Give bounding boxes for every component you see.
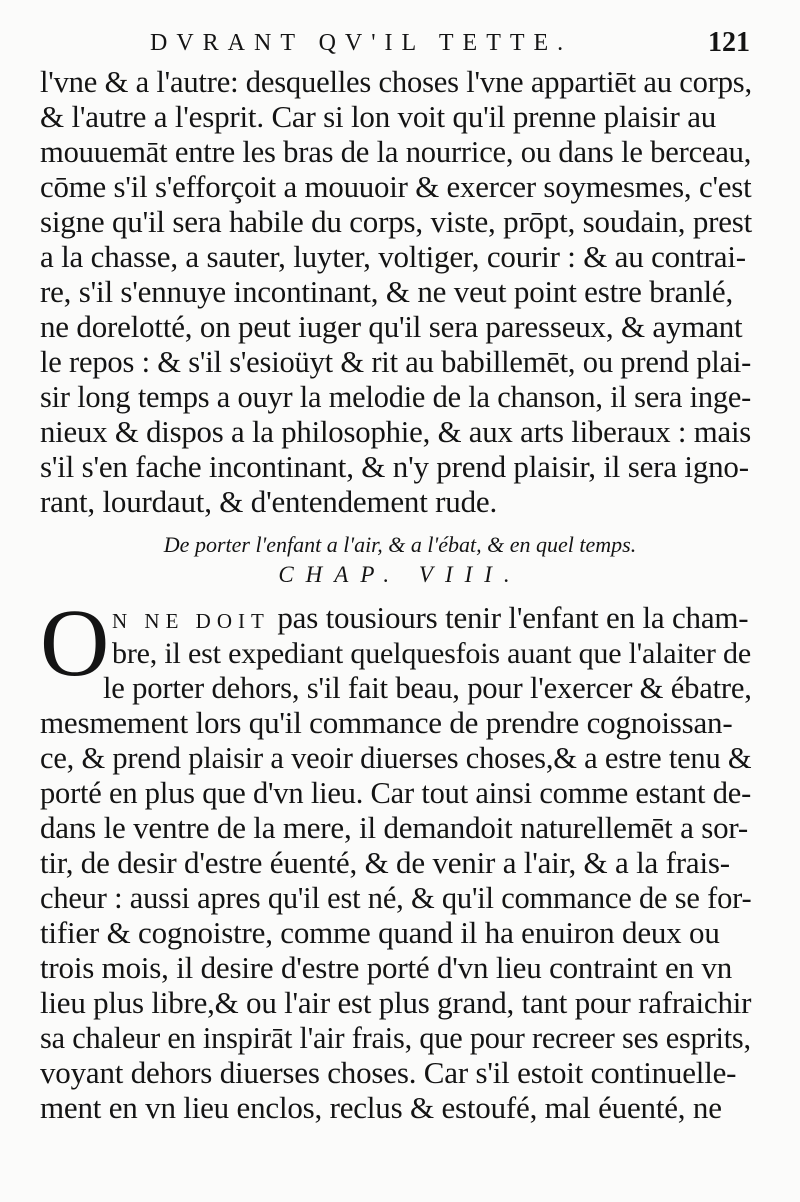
text-line: mesmement lors qu'il commance de prendre cognoissan- (40, 705, 733, 740)
text-line: signe qu'il sera habile du corps, viste, prōpt, soudain, prest (40, 204, 753, 239)
drop-cap: O (40, 589, 110, 696)
text-line: nieux & dispos a la philosophie, & aux arts liberaux : mais (40, 415, 752, 449)
text-line: trois mois, il desire d'estre porté d'vn lieu contraint en vn (40, 950, 733, 985)
first-line-rest: pas tousiours tenir l'enfant en la cham- (277, 600, 749, 635)
text-line: porté en plus que d'vn lieu. Car tout ainsi comme estant de- (40, 776, 752, 810)
text-line: sir long temps a ouyr la melodie de la chanson, il sera inge- (40, 380, 752, 414)
text-line: cheur : aussi apres qu'il est né, & qu'il commance de se for- (40, 881, 752, 915)
chapter-number: CHAP. VIII. (278, 562, 522, 587)
text-line: s'il s'en fache incontinant, & n'y prend plaisir, il sera igno- (40, 449, 749, 484)
running-head-title: DVRANT QV'IL TETTE. (150, 30, 573, 56)
text-line: tifier & cognoistre, comme quand il ha enuiron deux ou (40, 915, 720, 950)
page-number: 121 (708, 27, 750, 58)
text-line: ce, & prend plaisir a veoir diuerses choses,& a estre tenu & (40, 741, 752, 775)
text-line: dans le ventre de la mere, il demandoit naturellemēt a sor- (40, 810, 749, 845)
opening-words: N NE DOIT (112, 609, 270, 633)
running-head (150, 26, 750, 60)
text-line: ment en vn lieu enclos, reclus & estoufé, mal éuenté, ne (40, 1090, 722, 1125)
text-line: ne dorelotté, on peut iuger qu'il sera paresseux, & aymant (40, 309, 743, 344)
chapter-title: De porter l'enfant a l'air, & a l'ébat, & en quel temps. (163, 532, 637, 557)
text-line: tir, de desir d'estre éuenté, & de venir a l'air, & a la frais- (40, 845, 730, 880)
text-line: cōme s'il s'efforçoit a mouuoir & exercer soymesmes, c'est (40, 170, 752, 204)
text-line: voyant dehors diuerses choses. Car s'il estoit continuelle- (40, 1055, 737, 1090)
text-line: le porter dehors, s'il fait beau, pour l'exercer & ébatre, (103, 671, 752, 705)
text-line: & l'autre a l'esprit. Car si lon voit qu'il prenne plaisir au (40, 99, 717, 134)
text-line: bre, il est expediant quelquesfois auant que l'alaiter de (112, 636, 751, 670)
text-line: a la chasse, a sauter, luyter, voltiger, courir : & au contrai- (40, 239, 746, 274)
text-line: sa chaleur en inspirāt l'air frais, que pour recreer ses esprits, (40, 1021, 751, 1055)
text-line: re, s'il s'ennuye incontinant, & ne veut point estre branlé, (40, 274, 734, 309)
text-line: mouuemāt entre les bras de la nourrice, ou dans le berceau, (40, 135, 752, 169)
text-line: lieu plus libre,& ou l'air est plus grand, tant pour rafraichir (40, 985, 752, 1020)
text-line: rant, lourdaut, & d'entendement rude. (40, 484, 498, 519)
text-line: l'vne & a l'autre: desquelles choses l'vne appartiēt au corps, (40, 65, 752, 99)
text-line: le repos : & s'il s'esioüyt & rit au babillemēt, ou prend plai- (40, 345, 752, 379)
